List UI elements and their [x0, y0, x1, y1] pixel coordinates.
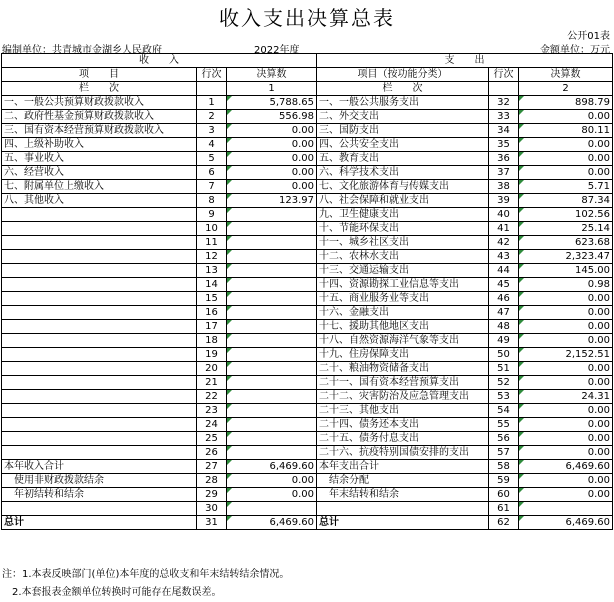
expense-amount-cell: 0.00 — [519, 376, 613, 390]
footnotes — [2, 566, 289, 602]
income-row-no-cell: 3 — [197, 124, 227, 138]
expense-item-cell: 二十、粮油物资储备支出 — [317, 362, 489, 376]
expense-amount-cell: 898.79 — [519, 96, 613, 110]
income-amount-cell: 0.00 — [227, 124, 317, 138]
expense-lanci-blank — [489, 82, 519, 96]
table-row — [2, 390, 613, 404]
income-row-no-cell: 14 — [197, 278, 227, 292]
income-row-no-cell: 6 — [197, 166, 227, 180]
income-item-cell: 总计 — [2, 516, 197, 530]
table-row — [2, 236, 613, 250]
income-amount-cell — [227, 376, 317, 390]
income-row-no-cell: 4 — [197, 138, 227, 152]
income-item-cell — [2, 348, 197, 362]
income-row-no-cell: 2 — [197, 110, 227, 124]
income-amount-cell — [227, 362, 317, 376]
expense-lanci-label: 栏 次 — [317, 82, 489, 96]
footnote-2: 2.本套报表金额单位转换时可能存在尾数误差。 — [12, 587, 222, 598]
expense-amount-cell: 0.00 — [519, 166, 613, 180]
expense-row-no-cell: 33 — [489, 110, 519, 124]
income-row-no-cell: 21 — [197, 376, 227, 390]
income-amount-cell — [227, 334, 317, 348]
income-lanci-blank — [197, 82, 227, 96]
income-amount-cell — [227, 278, 317, 292]
table-row — [2, 110, 613, 124]
expense-row-no-cell: 46 — [489, 292, 519, 306]
income-item-cell — [2, 334, 197, 348]
income-row-no-cell: 7 — [197, 180, 227, 194]
expense-amount-cell: 5.71 — [519, 180, 613, 194]
table-row — [2, 292, 613, 306]
expense-row-no-cell: 44 — [489, 264, 519, 278]
income-item-cell — [2, 208, 197, 222]
income-amount-cell — [227, 208, 317, 222]
income-amount-cell — [227, 418, 317, 432]
expense-item-cell: 年末结转和结余 — [317, 488, 489, 502]
expense-row-no-cell: 58 — [489, 460, 519, 474]
table-row — [2, 474, 613, 488]
expense-amount-cell: 0.00 — [519, 320, 613, 334]
income-item-cell — [2, 320, 197, 334]
expense-item-cell: 九、卫生健康支出 — [317, 208, 489, 222]
income-row-no-cell: 5 — [197, 152, 227, 166]
income-item-cell: 一、一般公共预算财政拨款收入 — [2, 96, 197, 110]
income-row-no-cell: 29 — [197, 488, 227, 502]
expense-amount-cell — [519, 502, 613, 516]
expense-item-cell: 十五、商业服务业等支出 — [317, 292, 489, 306]
income-row-no-cell: 12 — [197, 250, 227, 264]
income-row-no-cell: 25 — [197, 432, 227, 446]
expense-amount-cell: 0.00 — [519, 334, 613, 348]
income-amount-cell — [227, 236, 317, 250]
expense-item-cell: 总计 — [317, 516, 489, 530]
income-amount-cell — [227, 250, 317, 264]
expense-amount-cell: 145.00 — [519, 264, 613, 278]
income-item-cell — [2, 264, 197, 278]
table-row — [2, 124, 613, 138]
income-item-cell: 五、事业收入 — [2, 152, 197, 166]
income-amount-cell — [227, 320, 317, 334]
expense-item-cell: 八、社会保障和就业支出 — [317, 194, 489, 208]
expense-row-no-cell: 34 — [489, 124, 519, 138]
income-item-cell — [2, 292, 197, 306]
income-amount-cell: 6,469.60 — [227, 460, 317, 474]
expense-amount-cell: 25.14 — [519, 222, 613, 236]
income-item-cell — [2, 236, 197, 250]
income-row-no-cell: 15 — [197, 292, 227, 306]
expense-amount-cell: 0.00 — [519, 446, 613, 460]
table-row — [2, 418, 613, 432]
income-amount-cell: 6,469.60 — [227, 516, 317, 530]
income-expense-table — [1, 53, 613, 530]
income-group-header: 收 入 — [2, 54, 317, 68]
table-row — [2, 502, 613, 516]
expense-amount-cell: 24.31 — [519, 390, 613, 404]
expense-item-cell: 二十六、抗疫特别国债安排的支出 — [317, 446, 489, 460]
table-row — [2, 138, 613, 152]
expense-row-no-cell: 42 — [489, 236, 519, 250]
income-row-no-cell: 9 — [197, 208, 227, 222]
income-amount-cell: 123.97 — [227, 194, 317, 208]
column-header-row — [2, 68, 613, 82]
income-row-no-cell: 27 — [197, 460, 227, 474]
table-row — [2, 166, 613, 180]
expense-row-no-cell: 43 — [489, 250, 519, 264]
expense-col-number: 2 — [519, 82, 613, 96]
column-number-row — [2, 82, 613, 96]
expense-item-cell: 本年支出合计 — [317, 460, 489, 474]
income-item-cell — [2, 306, 197, 320]
expense-row-no-cell: 40 — [489, 208, 519, 222]
table-row — [2, 362, 613, 376]
expense-row-no-cell: 61 — [489, 502, 519, 516]
expense-row-no-cell: 47 — [489, 306, 519, 320]
expense-row-no-cell: 50 — [489, 348, 519, 362]
table-row — [2, 180, 613, 194]
expense-row-no-cell: 35 — [489, 138, 519, 152]
expense-amount-cell: 0.00 — [519, 292, 613, 306]
income-item-cell — [2, 222, 197, 236]
expense-amount-cell: 6,469.60 — [519, 516, 613, 530]
expense-item-cell — [317, 502, 489, 516]
expense-row-no-cell: 36 — [489, 152, 519, 166]
table-row — [2, 516, 613, 530]
table-row — [2, 376, 613, 390]
expense-row-no-cell: 60 — [489, 488, 519, 502]
income-item-cell — [2, 376, 197, 390]
income-amount-cell — [227, 390, 317, 404]
income-amount-cell: 5,788.65 — [227, 96, 317, 110]
expense-item-cell: 二、外交支出 — [317, 110, 489, 124]
income-amount-header: 决算数 — [227, 68, 317, 82]
expense-amount-cell: 2,323.47 — [519, 250, 613, 264]
income-amount-cell — [227, 404, 317, 418]
income-item-cell: 六、经营收入 — [2, 166, 197, 180]
income-item-cell — [2, 278, 197, 292]
expense-amount-cell: 0.00 — [519, 474, 613, 488]
expense-row-no-cell: 52 — [489, 376, 519, 390]
income-item-cell — [2, 390, 197, 404]
compiling-unit: 编制单位：共青城市金湖乡人民政府 — [2, 45, 162, 56]
income-row-no-cell: 19 — [197, 348, 227, 362]
fiscal-year: 2022年度 — [254, 45, 300, 56]
expense-item-cell: 二十二、灾害防治及应急管理支出 — [317, 390, 489, 404]
expense-amount-cell: 0.00 — [519, 432, 613, 446]
table-row — [2, 194, 613, 208]
income-amount-cell — [227, 306, 317, 320]
money-unit: 金额单位：万元 — [540, 45, 610, 56]
income-amount-cell: 0.00 — [227, 152, 317, 166]
expense-row-no-cell: 62 — [489, 516, 519, 530]
expense-item-cell: 十三、交通运输支出 — [317, 264, 489, 278]
expense-amount-cell: 623.68 — [519, 236, 613, 250]
expense-item-cell: 十七、援助其他地区支出 — [317, 320, 489, 334]
income-row-no-cell: 26 — [197, 446, 227, 460]
income-item-cell: 四、上级补助收入 — [2, 138, 197, 152]
expense-item-cell: 一、一般公共服务支出 — [317, 96, 489, 110]
expense-amount-cell: 0.98 — [519, 278, 613, 292]
expense-row-header: 行次 — [489, 68, 519, 82]
expense-item-cell: 十、节能环保支出 — [317, 222, 489, 236]
income-amount-cell — [227, 502, 317, 516]
income-amount-cell: 556.98 — [227, 110, 317, 124]
income-amount-cell: 0.00 — [227, 166, 317, 180]
expense-amount-cell: 0.00 — [519, 418, 613, 432]
income-item-header: 项 目 — [2, 68, 197, 82]
expense-row-no-cell: 37 — [489, 166, 519, 180]
income-item-cell — [2, 418, 197, 432]
table-row — [2, 460, 613, 474]
expense-group-header: 支 出 — [317, 54, 613, 68]
income-row-no-cell: 10 — [197, 222, 227, 236]
income-row-no-cell: 17 — [197, 320, 227, 334]
income-row-no-cell: 8 — [197, 194, 227, 208]
expense-item-cell: 二十三、其他支出 — [317, 404, 489, 418]
income-amount-cell — [227, 292, 317, 306]
expense-amount-header: 决算数 — [519, 68, 613, 82]
form-number: 公开01表 — [567, 31, 610, 42]
table-row — [2, 404, 613, 418]
table-row — [2, 152, 613, 166]
table-row — [2, 446, 613, 460]
income-item-cell: 七、附属单位上缴收入 — [2, 180, 197, 194]
expense-amount-cell: 6,469.60 — [519, 460, 613, 474]
expense-row-no-cell: 53 — [489, 390, 519, 404]
income-item-cell — [2, 432, 197, 446]
expense-item-cell: 二十四、债务还本支出 — [317, 418, 489, 432]
expense-item-cell: 十四、资源勘探工业信息等支出 — [317, 278, 489, 292]
table-row — [2, 278, 613, 292]
expense-amount-cell: 0.00 — [519, 488, 613, 502]
expense-amount-cell: 0.00 — [519, 404, 613, 418]
table-row — [2, 334, 613, 348]
table-row — [2, 488, 613, 502]
income-item-cell: 二、政府性基金预算财政拨款收入 — [2, 110, 197, 124]
expense-item-cell: 四、公共安全支出 — [317, 138, 489, 152]
expense-amount-cell: 87.34 — [519, 194, 613, 208]
expense-amount-cell: 0.00 — [519, 138, 613, 152]
table-row — [2, 222, 613, 236]
expense-row-no-cell: 56 — [489, 432, 519, 446]
expense-item-cell: 十一、城乡社区支出 — [317, 236, 489, 250]
expense-amount-cell: 0.00 — [519, 362, 613, 376]
income-item-cell — [2, 250, 197, 264]
income-item-cell: 本年收入合计 — [2, 460, 197, 474]
expense-item-cell: 二十一、国有资本经营预算支出 — [317, 376, 489, 390]
expense-amount-cell: 102.56 — [519, 208, 613, 222]
page-title: 收入支出决算总表 — [219, 6, 395, 30]
expense-item-cell: 十六、金融支出 — [317, 306, 489, 320]
income-row-no-cell: 13 — [197, 264, 227, 278]
expense-item-cell: 三、国防支出 — [317, 124, 489, 138]
income-amount-cell: 0.00 — [227, 488, 317, 502]
expense-row-no-cell: 39 — [489, 194, 519, 208]
expense-item-cell: 七、文化旅游体育与传媒支出 — [317, 180, 489, 194]
expense-amount-cell: 0.00 — [519, 306, 613, 320]
income-row-no-cell: 30 — [197, 502, 227, 516]
income-row-no-cell: 28 — [197, 474, 227, 488]
expense-row-no-cell: 59 — [489, 474, 519, 488]
expense-item-cell: 五、教育支出 — [317, 152, 489, 166]
income-row-no-cell: 11 — [197, 236, 227, 250]
income-amount-cell — [227, 432, 317, 446]
expense-item-cell: 六、科学技术支出 — [317, 166, 489, 180]
expense-row-no-cell: 45 — [489, 278, 519, 292]
income-lanci-label: 栏 次 — [2, 82, 197, 96]
expense-row-no-cell: 51 — [489, 362, 519, 376]
expense-row-no-cell: 55 — [489, 418, 519, 432]
table-row — [2, 96, 613, 110]
expense-amount-cell: 0.00 — [519, 110, 613, 124]
income-item-cell — [2, 362, 197, 376]
income-item-cell: 使用非财政拨款结余 — [2, 474, 197, 488]
income-amount-cell: 0.00 — [227, 138, 317, 152]
table-row — [2, 250, 613, 264]
expense-row-no-cell: 32 — [489, 96, 519, 110]
income-row-no-cell: 24 — [197, 418, 227, 432]
income-item-cell: 八、其他收入 — [2, 194, 197, 208]
income-amount-cell — [227, 264, 317, 278]
income-item-cell — [2, 404, 197, 418]
income-amount-cell — [227, 446, 317, 460]
expense-row-no-cell: 54 — [489, 404, 519, 418]
table-row — [2, 264, 613, 278]
table-row — [2, 306, 613, 320]
expense-item-cell: 十八、自然资源海洋气象等支出 — [317, 334, 489, 348]
table-row — [2, 208, 613, 222]
income-item-cell — [2, 446, 197, 460]
expense-row-no-cell: 48 — [489, 320, 519, 334]
expense-row-no-cell: 57 — [489, 446, 519, 460]
expense-row-no-cell: 41 — [489, 222, 519, 236]
income-col-number: 1 — [227, 82, 317, 96]
expense-amount-cell: 80.11 — [519, 124, 613, 138]
income-row-header: 行次 — [197, 68, 227, 82]
income-row-no-cell: 20 — [197, 362, 227, 376]
expense-amount-cell: 2,152.51 — [519, 348, 613, 362]
income-item-cell: 三、国有资本经营预算财政拨款收入 — [2, 124, 197, 138]
expense-item-cell: 十二、农林水支出 — [317, 250, 489, 264]
income-row-no-cell: 16 — [197, 306, 227, 320]
expense-amount-cell: 0.00 — [519, 152, 613, 166]
income-row-no-cell: 18 — [197, 334, 227, 348]
income-row-no-cell: 1 — [197, 96, 227, 110]
income-amount-cell: 0.00 — [227, 180, 317, 194]
expense-item-cell: 结余分配 — [317, 474, 489, 488]
income-amount-cell — [227, 348, 317, 362]
expense-row-no-cell: 49 — [489, 334, 519, 348]
expense-row-no-cell: 38 — [489, 180, 519, 194]
table-row — [2, 320, 613, 334]
income-item-cell: 年初结转和结余 — [2, 488, 197, 502]
expense-item-header: 项目（按功能分类） — [317, 68, 489, 82]
income-row-no-cell: 22 — [197, 390, 227, 404]
expense-item-cell: 十九、住房保障支出 — [317, 348, 489, 362]
table-row — [2, 432, 613, 446]
footnote-1: 注：1.本表反映部门(单位)本年度的总收支和年末结转结余情况。 — [2, 569, 290, 580]
income-amount-cell: 0.00 — [227, 474, 317, 488]
income-row-no-cell: 31 — [197, 516, 227, 530]
table-row — [2, 348, 613, 362]
group-header-row — [2, 54, 613, 68]
income-item-cell — [2, 502, 197, 516]
income-amount-cell — [227, 222, 317, 236]
income-row-no-cell: 23 — [197, 404, 227, 418]
expense-item-cell: 二十五、债务付息支出 — [317, 432, 489, 446]
